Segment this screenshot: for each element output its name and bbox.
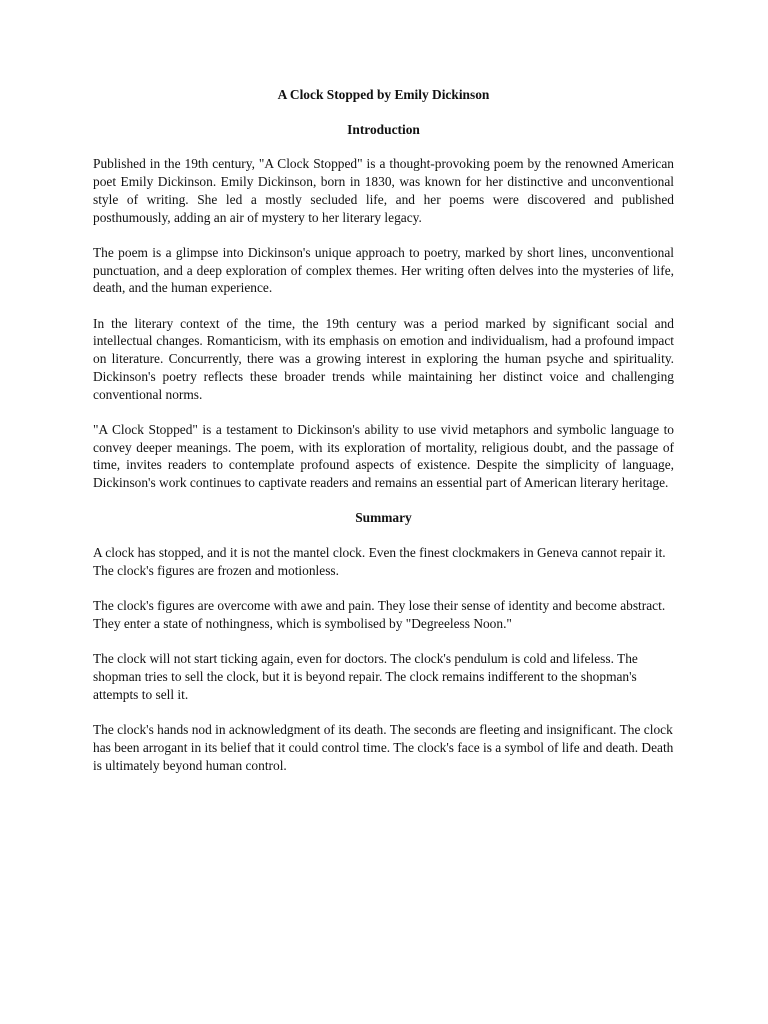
summary-paragraph-3: The clock will not start ticking again, even for doctors. The clock's pendulum is cold and lifeless. The shopman tries to sell the clock, but it is beyond repair. The clock remains indifferent to the shopman's attempts to sell it. bbox=[93, 651, 638, 702]
summary-heading: Summary bbox=[355, 510, 412, 526]
summary-paragraph-1: A clock has stopped, and it is not the mantel clock. Even the finest clockmakers in Geneva cannot repair it. The clock's figures are frozen and motionless. bbox=[93, 545, 666, 578]
document-title: A Clock Stopped by Emily Dickinson bbox=[277, 87, 490, 102]
summary-paragraph-2: The clock's figures are overcome with awe and pain. They lose their sense of identity and become abstract. They enter a state of nothingness, which is symbolised by "Degreeless Noon." bbox=[93, 598, 666, 631]
introduction-heading: Introduction bbox=[347, 121, 420, 137]
document-page bbox=[93, 86, 674, 792]
introduction-paragraph-1: Published in the 19th century, "A Clock Stopped" is a thought-provoking poem by the renowned American poet Emily Dickinson. Emily Dickinson, born in 1830, was known for her distinctive and unconventional style of writing. She led a mostly secluded life, and her poems were discovered and published posthumously, adding an air of mystery to her literary legacy. bbox=[93, 156, 674, 225]
introduction-paragraph-4: "A Clock Stopped" is a testament to Dickinson's ability to use vivid metaphors and symbolic language to convey deeper meanings. The poem, with its exploration of mortality, religious doubt, and the passage of time, invites readers to contemplate profound aspects of existence. Despite the simplicity of language, Dickinson's work continues to captivate readers and remains an essential part of American literary heritage. bbox=[93, 421, 674, 491]
introduction-paragraph-2: The poem is a glimpse into Dickinson's unique approach to poetry, marked by short lines, unconventional punctuation, and a deep exploration of complex themes. Her writing often delves into the mysteries of life, death, and the human experience. bbox=[93, 244, 674, 296]
introduction-paragraph-3: In the literary context of the time, the 19th century was a period marked by significant social and intellectual changes. Romanticism, with its emphasis on emotion and individualism, had a profound impact on literature. Concurrently, there was a growing interest in exploring the human psyche and spirituality. Dickinson's poetry reflects these broader trends while maintaining her distinct voice and challenging conventional norms. bbox=[93, 315, 674, 402]
summary-paragraph-4: The clock's hands nod in acknowledgment of its death. The seconds are fleeting and insignificant. The clock has been arrogant in its belief that it could control time. The clock's face is a symbol of life and death. Death is ultimately beyond human control. bbox=[93, 722, 674, 773]
